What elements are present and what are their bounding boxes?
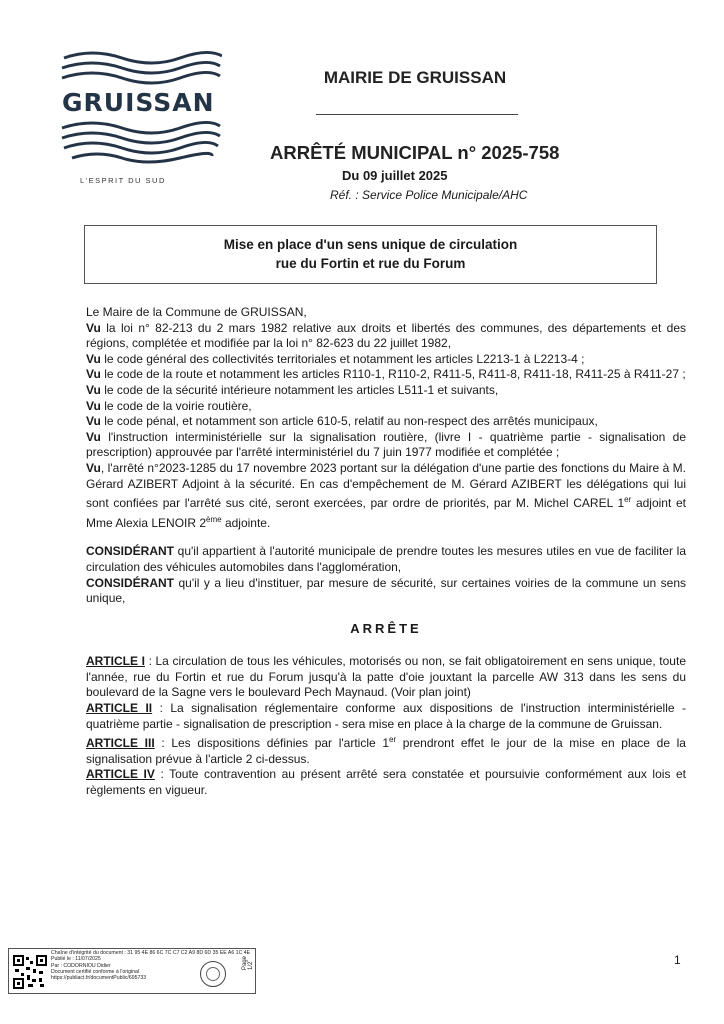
vu-item: Vu le code de la sécurité intérieure notamment les articles L511-1 et suivants, (86, 382, 499, 397)
gruissan-logo (52, 40, 222, 190)
page-indicator-vertical: Page 1/2 (242, 955, 255, 971)
subject-line-2: rue du Fortin et rue du Forum (275, 256, 466, 271)
article-1: ARTICLE I : La circulation de tous les véhicules, motorisés ou non, se fait obligatoirement en sens unique, toute l'année, rue du Fortin et rue du Forum jusqu'à la patte d'oie jouxtant la parcelle AW 313 dans les sens du boulevard de la Sagne vers le boulevard Pech Maynaud. (Voir plan joint) (86, 654, 686, 700)
decree-date: Du 09 juillet 2025 (342, 168, 448, 183)
logo-tagline: L'ESPRIT DU SUD (80, 176, 166, 185)
article-3: ARTICLE III : Les dispositions définies par l'article 1er prendront effet le jour de la mise en place de la signalisation prévue à l'article 2 ci-dessus. (86, 735, 686, 766)
article-4: ARTICLE IV : Toute contravention au présent arrêté sera constatée et poursuivie conformément aux lois et règlements en vigueur. (86, 767, 687, 798)
page-number: 1 (674, 953, 681, 967)
decree-title: ARRÊTÉ MUNICIPAL n° 2025-758 (270, 142, 560, 163)
decree-body (86, 305, 686, 799)
institution-name: MAIRIE DE GRUISSAN (323, 68, 507, 87)
preamble-intro: Le Maire de la Commune de GRUISSAN, (86, 305, 307, 319)
vu-item: Vu le code de la voirie routière, (86, 398, 252, 413)
header-divider (316, 114, 518, 115)
subject-line-1: Mise en place d'un sens unique de circulation (223, 237, 518, 252)
qr-code-icon[interactable] (13, 955, 47, 989)
stamp-text: Chaîne d'intégrité du document : 31 95 4E 86 6C 7C C7 C2 A9 8D 6D 35 EE A6 1C 4E Publié le : 11/07/2025 Par : CODORNIOU Didier Document certifié conforme à l'original https://publiact.fr/documentPublic/695733 (51, 950, 251, 982)
vu-item: Vu l'instruction interministérielle sur la signalisation routière, (livre I - quatrième partie - signalisation de prescription) approuvée par l'arrêté interministériel du 7 juin 1977 modifiée et complétée ; (86, 429, 686, 460)
decree-reference: Réf. : Service Police Municipale/AHC (330, 188, 528, 202)
decision-heading: ARRÊTE (350, 620, 422, 636)
logo-wordmark: GRUISSAN (62, 88, 215, 117)
vu-item: Vu le code de la route et notamment les articles R110-1, R110-2, R411-5, R411-8, R411-18, R411-25 à R411-27 ; (86, 367, 686, 382)
vu-item: Vu la loi n° 82-213 du 2 mars 1982 relative aux droits et libertés des communes, des départements et des régions, complétée et modifiée par la loi n° 82-623 du 22 juillet 1982, (86, 320, 686, 351)
considerant-2: CONSIDÉRANT qu'il y a lieu d'instituer, par mesure de sécurité, sur certaines voiries de la commune un sens unique, (86, 575, 686, 606)
article-2: ARTICLE II : La signalisation réglementaire conforme aux dispositions de l'instruction interministérielle - quatrième partie - signalisation de prescription - sera mise en place à la charge de la commune de Gruissan. (86, 701, 686, 731)
seal-icon (200, 961, 226, 987)
vu-item: Vu le code pénal, et notamment son article 610-5, relatif au non-respect des arrêtés municipaux, (86, 414, 598, 429)
vu-item: Vu le code général des collectivités territoriales et notamment les articles L2213-1 à L2213-4 ; (86, 351, 585, 366)
integrity-stamp (8, 948, 256, 994)
considerant-1: CONSIDÉRANT qu'il appartient à l'autorité municipale de prendre toutes les mesures utiles en vue de faciliter la circulation des véhicules automobiles dans l'agglomération, (86, 544, 686, 574)
subject-box (84, 225, 657, 284)
vu-item-delegation: Vu, l'arrêté n°2023-1285 du 17 novembre 2023 portant sur la délégation d'une partie des fonctions du Maire à M. Gérard AZIBERT Adjoint à la sécurité. En cas d'empêchement de M. Gérard AZIBERT les délégations qui lui sont confiées par l'arrêté sus cité, seront exercées, par ordre de priorités, par M. Michel CAREL 1er adjoint et Mme Alexia LENOIR 2ème adjointe. (86, 460, 686, 530)
